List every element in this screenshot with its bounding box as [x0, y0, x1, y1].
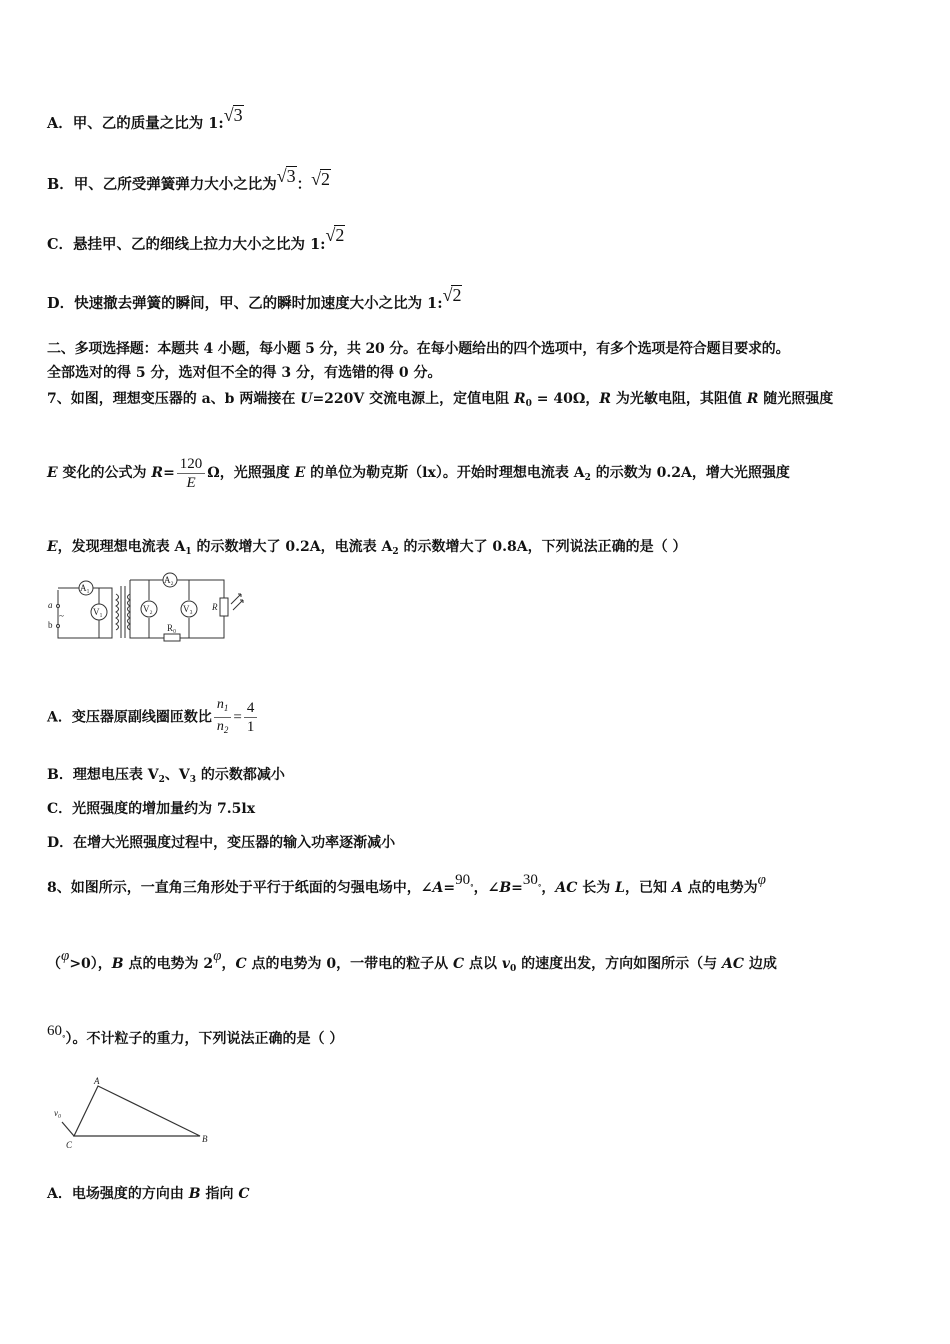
sqrt-2: √2	[311, 169, 331, 189]
svg-text:V₁: V₁	[93, 607, 103, 617]
q8-stem-line2: （φ>0），B 点的电势为 2φ，C 点的电势为 0，一带电的粒子从 C 点以 $v_0$ 的速度出发，方向如图所示（与 AC 边成	[47, 948, 777, 974]
svg-text:A₂: A₂	[164, 575, 174, 585]
q8-stem-line1: 8、如图所示，一直角三角形处于平行于纸面的匀强电场中，∠A=90°，∠B=30°，AC 长为 L，已知 A 点的电势为φ	[47, 872, 766, 896]
q6-option-d: D．快速撤去弹簧的瞬间，甲、乙的瞬时加速度大小之比为 1:√2	[47, 285, 462, 312]
fraction-4-over-1: $\frac{4}{1}$	[244, 699, 258, 736]
q7-stem-line3: E，发现理想电流表 $A_1$ 的示数增大了 0.2A，电流表 $A_2$ 的示数增大了 0.8A，下列说法正确的是（ ）	[47, 539, 687, 557]
transformer-circuit-diagram	[44, 568, 254, 648]
q8-option-a: A．电场强度的方向由 B 指向 C	[47, 1186, 250, 1202]
sqrt-2: √2	[442, 285, 462, 305]
svg-text:V₃: V₃	[183, 604, 193, 614]
fraction-120-over-e: $\frac{120}{E}$	[177, 455, 206, 492]
q7-option-b: B．理想电压表 $V_2$、$V_3$ 的示数都减小	[47, 767, 285, 785]
q6-option-a: A．甲、乙的质量之比为 1:√3	[47, 105, 243, 132]
phi-symbol: φ	[757, 872, 766, 888]
triangle-field-diagram	[50, 1074, 220, 1154]
svg-text:A: A	[94, 1076, 100, 1086]
q7-option-d: D．在增大光照强度过程中，变压器的输入功率逐渐减小	[47, 835, 396, 851]
q6-option-b: B．甲、乙所受弹簧弹力大小之比为√3：√2	[47, 166, 331, 193]
q7-option-c: C．光照强度的增加量约为 7.5lx	[47, 801, 256, 817]
svg-text:B: B	[202, 1134, 208, 1144]
svg-text:R: R	[212, 602, 218, 612]
svg-text:A₁: A₁	[80, 583, 90, 593]
svg-text:a: a	[48, 600, 53, 610]
q7-stem-line2: E 变化的公式为 R= $\frac{120}{E}$ Ω，光照强度 E 的单位为勒克斯（lx）。开始时理想电流表 $A_2$ 的示数为 0.2A，增大光照强度	[47, 455, 790, 491]
svg-text:C: C	[66, 1140, 73, 1150]
svg-text:V₂: V₂	[143, 604, 153, 614]
svg-text:~: ~	[59, 611, 64, 621]
resistor-r0	[164, 634, 180, 641]
sqrt-2: √2	[325, 225, 345, 245]
svg-text:R₀: R₀	[167, 623, 177, 633]
q7-stem-line1: 7、如图，理想变压器的 a、b 两端接在 U=220V 交流电源上，定值电阻 $R_0 = 40\Omega$，R 为光敏电阻，其阻值 R 随光照强度	[47, 391, 834, 409]
svg-text:v₀: v₀	[54, 1108, 62, 1118]
svg-text:b: b	[48, 620, 53, 630]
q6-option-c: C．悬挂甲、乙的细线上拉力大小之比为 1:√2	[47, 225, 345, 253]
sqrt-3: √3	[223, 105, 243, 125]
phi-symbol: φ	[61, 948, 70, 964]
section2-heading-line1: 二、多项选择题：本题共 4 小题，每小题 5 分，共 20 分。在每小题给出的四个选项中，有多个选项是符合题目要求的。	[47, 341, 790, 357]
phi-symbol: φ	[213, 948, 222, 964]
q7-option-a: A．变压器原副线圈匝数比 $\frac{n_1}{n_2}$ = $\frac{4}{1}$	[47, 696, 259, 739]
section2-heading-line2: 全部选对的得 5 分，选对但不全的得 3 分，有选错的得 0 分。	[47, 365, 442, 381]
photoresistor-r	[220, 598, 228, 616]
fraction-n1-n2: $\frac{n_1}{n_2}$	[214, 696, 232, 739]
triangle-abc	[74, 1086, 200, 1136]
q8-stem-line3: 60°）。不计粒子的重力，下列说法正确的是（ ）	[47, 1023, 344, 1047]
sqrt-3: √3	[276, 166, 296, 186]
velocity-vector	[62, 1122, 74, 1136]
